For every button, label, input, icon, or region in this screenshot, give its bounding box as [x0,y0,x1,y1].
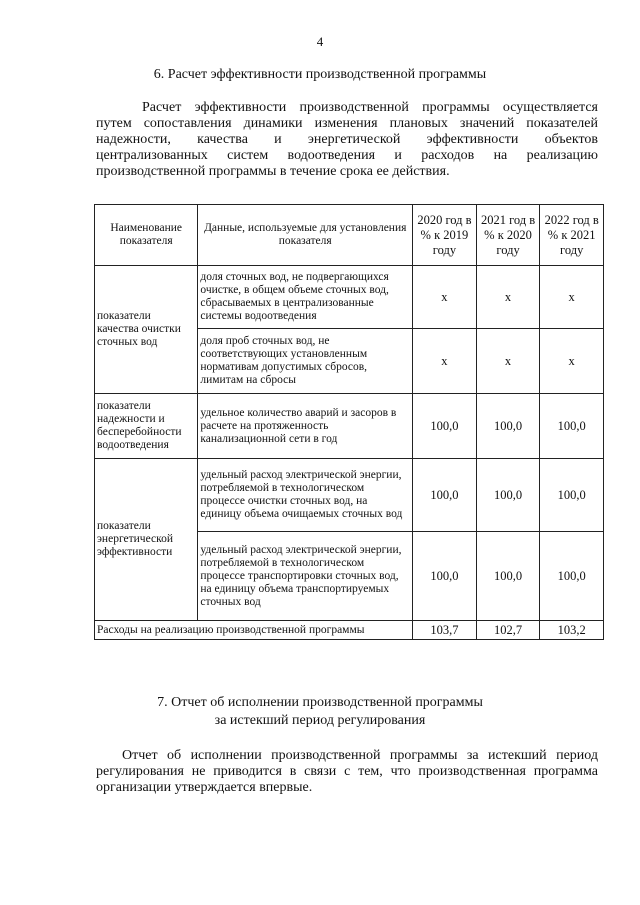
cell-2021: x [476,266,540,329]
header-2022: 2022 год в % к 2021 году [540,205,604,266]
cell-2022: 100,0 [540,459,604,532]
group-quality: показатели качества очистки сточных вод [95,266,198,394]
cell-2020: x [413,329,477,394]
section-7-subtitle: за истекший период регулирования [214,713,426,728]
cell-2020: 100,0 [413,394,477,459]
efficiency-table [94,204,604,640]
cell-2021: x [476,329,540,394]
cell-2022: x [540,266,604,329]
section-7-paragraph [96,748,598,796]
paragraph-line: централизованных систем водоотведения и расходов на реализацию [96,148,598,163]
paragraph-line: путем сопоставления динамики изменения плановых значений показателей [96,116,598,131]
row-data: удельное количество аварий и засоров в расчете на протяженность канализационной сети в год [198,394,413,459]
cell-2022: 100,0 [540,394,604,459]
paragraph-line: Расчет эффективности производственной программы осуществляется [142,100,598,115]
paragraph-line: Отчет об исполнении производственной программы за истекший период [122,748,598,763]
header-2021: 2021 год в % к 2020 году [476,205,540,266]
paragraph-line: регулирования не приводится в связи с тем, что производственная программа [96,764,598,779]
page-number: 4 [316,34,324,49]
row-data: удельный расход электрической энергии, потребляемой в технологическом процессе очистки сточных вод, на единицу объема очищаемых сточных вод [198,459,413,532]
paragraph-line: надежности, качества и энергетической эффективности объектов [96,132,598,147]
table-row [95,394,604,459]
cell-2021: 100,0 [476,394,540,459]
table-total-row [95,621,604,640]
group-reliability: показатели надежности и бесперебойности водоотведения [95,394,198,459]
group-energy: показатели энергетической эффективности [95,459,198,621]
table-row [95,459,604,532]
section-6-title: 6. Расчет эффективности производственной программы [153,67,487,82]
row-data: удельный расход электрической энергии, потребляемой в технологическом процессе транспортировки сточных вод, на единицу объема транспортируемых сточных вод [198,532,413,621]
total-label: Расходы на реализацию производственной программы [95,621,413,640]
cell-2020: 100,0 [413,532,477,621]
row-data: доля сточных вод, не подвергающихся очистке, в общем объеме сточных вод, сбрасываемых в централизованные системы водоотведения [198,266,413,329]
total-2022: 103,2 [540,621,604,640]
section-7-title: 7. Отчет об исполнении производственной программы [157,695,483,710]
section-6-paragraph [96,100,598,180]
cell-2020: x [413,266,477,329]
cell-2020: 100,0 [413,459,477,532]
row-data: доля проб сточных вод, не соответствующих установленным нормативам допустимых сбросов, лимитам на сбросы [198,329,413,394]
cell-2022: x [540,329,604,394]
table-header-row [95,205,604,266]
header-data: Данные, используемые для установления показателя [198,205,413,266]
paragraph-line: организации утверждается впервые. [96,780,313,795]
header-name: Наименование показателя [95,205,198,266]
header-2020: 2020 год в % к 2019 году [413,205,477,266]
cell-2021: 100,0 [476,532,540,621]
cell-2022: 100,0 [540,532,604,621]
total-2020: 103,7 [413,621,477,640]
paragraph-line: производственной программы в течение срока ее действия. [96,164,450,179]
cell-2021: 100,0 [476,459,540,532]
table-row [95,266,604,329]
total-2021: 102,7 [476,621,540,640]
